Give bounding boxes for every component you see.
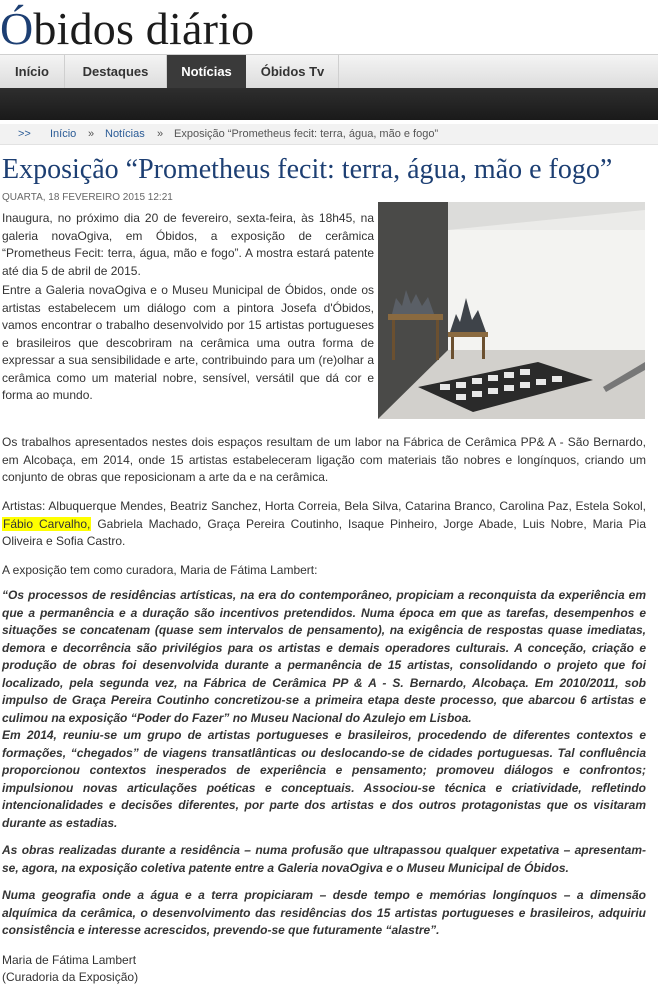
- gallery-image: [378, 202, 645, 419]
- article-title: Exposição “Prometheus fecit: terra, água, mão e fogo”: [2, 154, 613, 185]
- logo-text: bidos diário: [33, 3, 255, 54]
- signature-name: Maria de Fátima Lambert: [2, 953, 137, 967]
- subnav-bar: [0, 88, 658, 120]
- breadcrumb-marker: >>: [18, 128, 31, 140]
- article-date: QUARTA, 18 FEVEREIRO 2015 12:21: [2, 192, 173, 203]
- exhibition-photo: [378, 202, 645, 419]
- paragraph-3-text: Os trabalhos apresentados nestes dois espaços resultam de um labor na Fábrica de Cerâmica PP& A - São Bernardo, em Alcobaça, em 2014, onde 15 artistas estabeleceram ligação com materiais tão nobres e longínquos, criando um conjunto de obras que reposicionam a arte da e na cerâmica.: [2, 435, 646, 484]
- breadcrumb-item-noticias[interactable]: Notícias: [105, 128, 145, 140]
- highlighted-artist: Fábio Carvalho,: [3, 516, 91, 531]
- paragraph-3: [2, 434, 646, 487]
- quote-paragraph-4: Numa geografia onde a água e a terra propiciaram – desde tempo e memórias longínquos – a dimensão alquímica da cerâmica, o desenvolvimento das residências dos 15 artistas portugueses e brasileiros, adquiriu consistência e interesse acrescidos, prevendo-se que futuramente “alastre”.: [2, 888, 646, 937]
- breadcrumb-separator: »: [157, 128, 164, 140]
- curator-quote: [2, 587, 646, 940]
- curator-intro: A exposição tem como curadora, Maria de Fátima Lambert:: [2, 563, 318, 577]
- paragraph-1: Inaugura, no próximo dia 20 de fevereiro, sexta-feira, às 18h45, na galeria novaOgiva, em Óbidos, a exposição de cerâmica “Prometheus Fecit: terra, água, mão e fogo”. A mostra estará patente até dia 5 de abril de 2015.: [2, 211, 374, 278]
- artists-text-end: Gabriela Machado, Graça Pereira Coutinho, Isaque Pinheiro, Jorge Abade, Luis Nobre, Maria Pia Oliveira e Sofia Castro.: [2, 516, 646, 548]
- breadcrumb-current: Exposição “Prometheus fecit: terra, água, mão e fogo”: [174, 128, 439, 140]
- nav-tab-inicio[interactable]: Início: [0, 55, 65, 89]
- nav-tab-destaques[interactable]: Destaques: [65, 55, 167, 89]
- nav-tab-noticias[interactable]: Notícias: [167, 55, 246, 89]
- quote-paragraph-2: Em 2014, reuniu-se um grupo de artistas portugueses e brasileiros, procedendo de diferentes contextos e formações, “chegados” de viagens transatlânticas ou deslocando-se de cidades portuguesas. Tal confluência proporcionou contextos inesperados de experiência e pensamento; promoveu diálogos e confrontos; impulsionou novas articulações poéticas e conceptuais. Associou-se técnica e criatividade, refletindo intencionalidades e decisões diferentes, por parte dos artistas e dos outros protagonistas que os visitaram durante as estadias.: [2, 728, 646, 830]
- quote-paragraph-3: As obras realizadas durante a residência – numa profusão que ultrapassou qualquer expetativa – apresentam-se, agora, na exposição coletiva patente entre a Galeria novaOgiva e o Museu Municipal de Óbidos.: [2, 843, 646, 875]
- breadcrumb-item-inicio[interactable]: Início: [50, 128, 77, 140]
- site-logo[interactable]: [0, 4, 254, 54]
- main-nav: [0, 54, 658, 89]
- breadcrumb-separator: »: [88, 128, 95, 140]
- paragraph-2: Entre a Galeria novaOgiva e o Museu Municipal de Óbidos, onde os artistas estabelecem um diálogo com a pintora Josefa d'Óbidos, vamos encontrar o trabalho desenvolvido por 15 artistas portugueses e brasileiros que descobriram na cerâmica uma outra forma de expressar a sua sensibilidade e arte, contribuindo para um (re)olhar a cerâmica como um material nobre, sensível, versátil que dá cor e forma ao mundo.: [2, 283, 374, 402]
- signature-role: (Curadoria da Exposição): [2, 970, 139, 984]
- quote-paragraph-1: “Os processos de residências artísticas, na era do contemporâneo, propiciam a reconquista da experiência em que a permanência e a duração são incentivos pretendidos. Numa época em que as tarefas, desempenhos e situações se concatenam (quase sem intervalos de pensamento), na exigência de respostas quase imediatas, demora e decorrência são privilégios para os artistas e demais operadores culturais. A conceção, criação e produção de obras foi desenvolvida durante a permanência de 15 artistas, consolidando o projeto que foi localizado, pela segunda vez, na Fábrica de Cerâmica PP & A - S. Bernardo, Alcobaça. Em 2010/2011, sob impulso de Graça Pereira Coutinho concretizou-se a primeira etapa deste processo, que abarcou 6 artistas e culimou na exposição “Poder do Fazer” no Museu Nacional do Azulejo em Lisboa.: [2, 588, 646, 725]
- nav-tab-obidos-tv[interactable]: Óbidos Tv: [247, 55, 339, 89]
- logo-first-letter: Ó: [0, 3, 34, 54]
- artists-text-start: Artistas: Albuquerque Mendes, Beatriz Sanchez, Horta Correia, Bela Silva, Catarina Branco, Carolina Paz, Estela Sokol,: [2, 499, 646, 513]
- article-intro: [2, 210, 374, 407]
- artists-list: [2, 498, 646, 551]
- breadcrumb: [0, 124, 658, 145]
